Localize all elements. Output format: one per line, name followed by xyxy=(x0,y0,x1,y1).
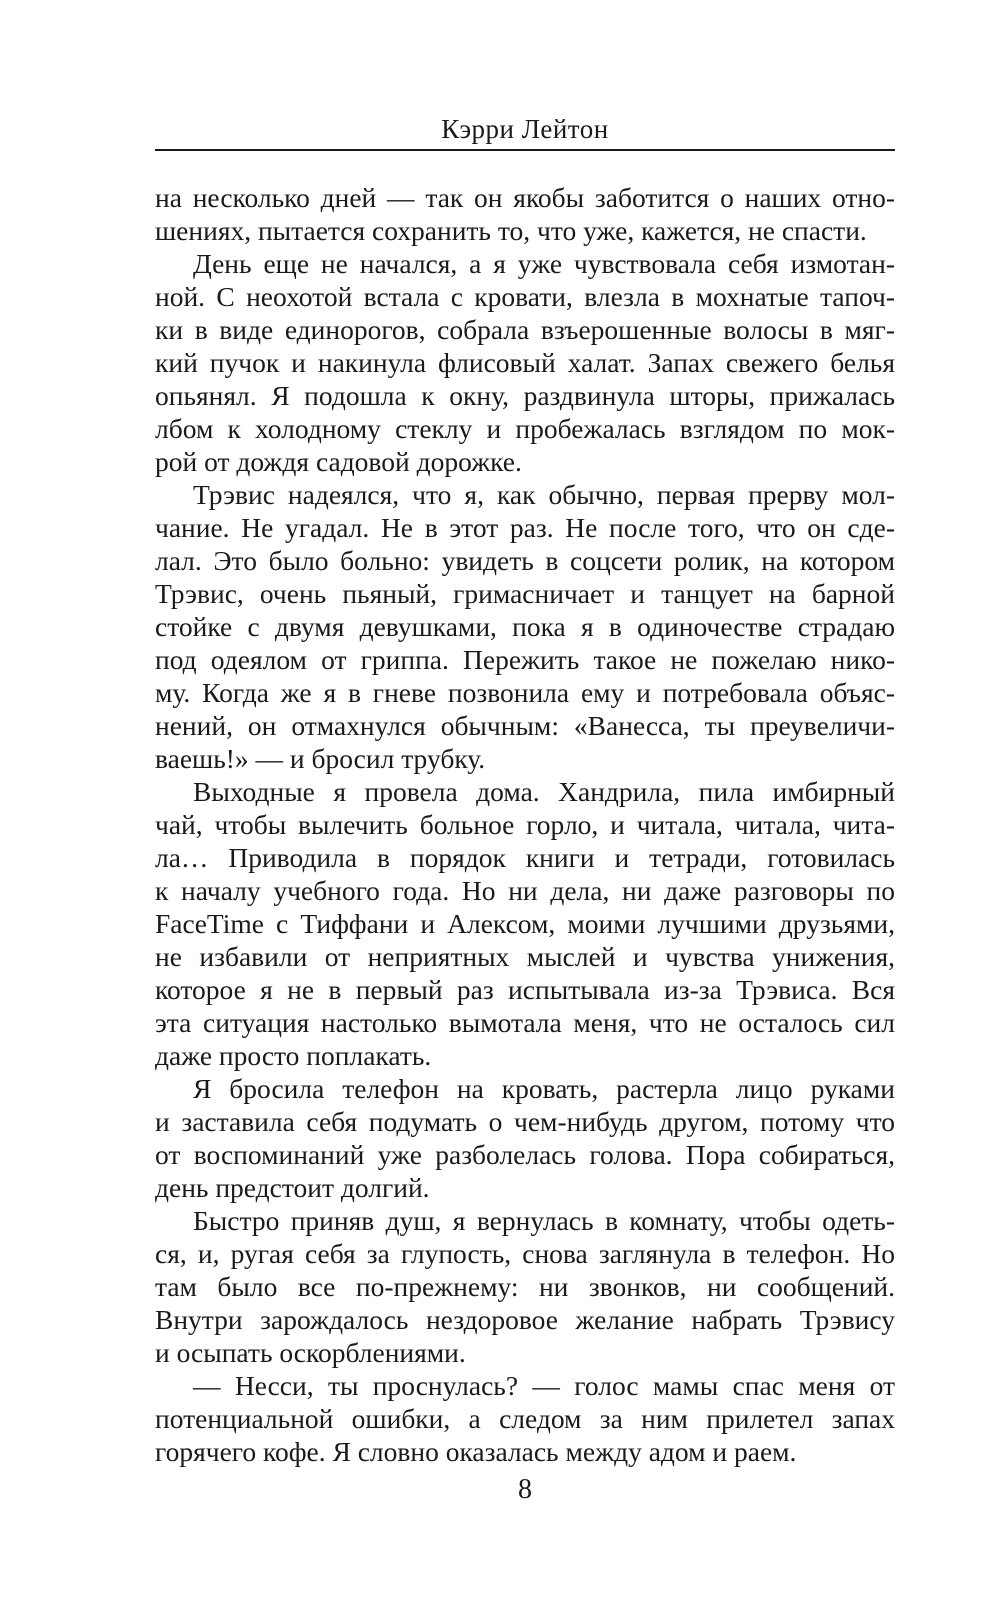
text-line: от воспоминаний уже разболелась голова. Пора собираться, xyxy=(155,1139,895,1170)
text-line: ла… Приводила в порядок книги и тетради, готовилась xyxy=(155,842,895,873)
text-line: и осыпать оскорблениями. xyxy=(155,1337,466,1368)
body-text xyxy=(155,181,895,1468)
text-line: эта ситуация настолько вымотала меня, что не осталось сил xyxy=(155,1007,895,1038)
running-head-author: Кэрри Лейтон xyxy=(441,114,609,144)
text-line: потенциальной ошибки, а следом за ним прилетел запах xyxy=(155,1403,895,1434)
text-line: шениях, пытается сохранить то, что уже, кажется, не спасти. xyxy=(155,215,867,246)
text-line: чание. Не угадал. Не в этот раз. Не после того, что он сде- xyxy=(155,512,895,543)
text-line: ки в виде единорогов, собрала взъерошенные волосы в мяг- xyxy=(155,314,895,345)
text-line: День еще не начался, а я уже чувствовала себя измотан- xyxy=(193,248,895,279)
text-line: ной. С неохотой встала с кровати, влезла в мохнатые тапоч- xyxy=(155,281,895,312)
text-line: лал. Это было больно: увидеть в соцсети ролик, на котором xyxy=(155,545,895,576)
text-line: стойке с двумя девушками, пока я в одиночестве страдаю xyxy=(155,611,895,642)
page-number: 8 xyxy=(518,1474,532,1505)
text-line: рой от дождя садовой дорожке. xyxy=(155,446,522,477)
text-line: горячего кофе. Я словно оказалась между адом и раем. xyxy=(155,1436,797,1467)
text-line: день предстоит долгий. xyxy=(155,1172,430,1203)
text-line: даже просто поплакать. xyxy=(155,1040,432,1071)
text-line: и заставила себя подумать о чем-нибудь другом, потому что xyxy=(155,1106,895,1137)
text-line: FaceTime с Тиффани и Алексом, моими лучшими друзьями, xyxy=(155,908,895,939)
text-line: к началу учебного года. Но ни дела, ни даже разговоры по xyxy=(155,875,895,906)
text-line: Трэвис, очень пьяный, гримасничает и танцует на барной xyxy=(155,578,895,609)
text-line: Быстро приняв душ, я вернулась в комнату, чтобы одеть- xyxy=(193,1205,895,1236)
header-rule xyxy=(155,149,895,151)
text-line: кий пучок и накинула флисовый халат. Запах свежего белья xyxy=(155,347,895,378)
text-line: — Несси, ты проснулась? — голос мамы спас меня от xyxy=(193,1370,895,1401)
text-line: Я бросила телефон на кровать, растерла лицо руками xyxy=(193,1073,895,1104)
text-line: нений, он отмахнулся обычным: «Ванесса, ты преувеличи- xyxy=(155,710,895,741)
text-line: лбом к холодному стеклу и пробежалась взглядом по мок- xyxy=(155,413,895,444)
text-line: под одеялом от гриппа. Пережить такое не пожелаю нико- xyxy=(155,644,895,675)
text-line: опьянял. Я подошла к окну, раздвинула шторы, прижалась xyxy=(155,380,895,411)
text-line: которое я не в первый раз испытывала из-за Трэвиса. Вся xyxy=(155,974,895,1005)
text-line: там было все по-прежнему: ни звонков, ни сообщений. xyxy=(155,1271,895,1302)
text-line: му. Когда же я в гневе позвонила ему и потребовала объяс- xyxy=(155,677,895,708)
text-line: не избавили от неприятных мыслей и чувства унижения, xyxy=(155,941,895,972)
text-line: на несколько дней — так он якобы заботится о наших отно- xyxy=(155,182,895,213)
text-line: Выходные я провела дома. Хандрила, пила имбирный xyxy=(193,776,895,807)
text-line: чай, чтобы вылечить больное горло, и читала, читала, чита- xyxy=(155,809,895,840)
text-line: Трэвис надеялся, что я, как обычно, первая прерву мол- xyxy=(193,479,895,510)
text-line: ся, и, ругая себя за глупость, снова заглянула в телефон. Но xyxy=(155,1238,895,1269)
text-line: ваешь!» — и бросил трубку. xyxy=(155,743,486,774)
text-line: Внутри зарождалось нездоровое желание набрать Трэвису xyxy=(155,1304,895,1335)
